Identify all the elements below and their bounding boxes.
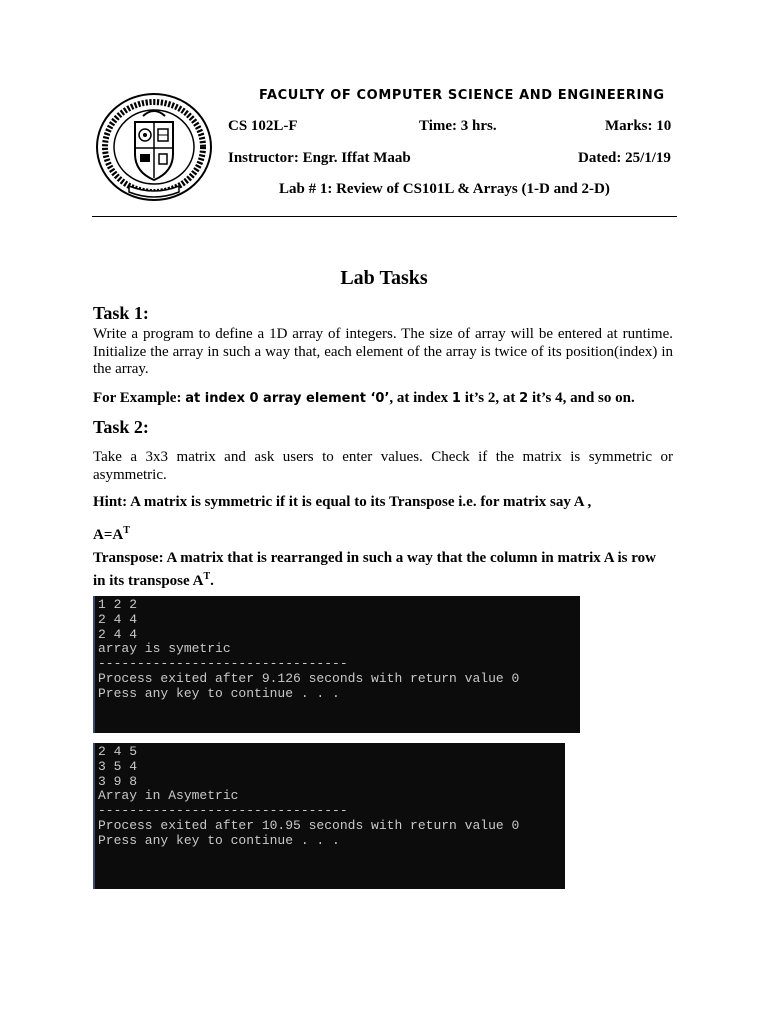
example-part: it’s 2, at bbox=[460, 390, 520, 406]
transpose-definition bbox=[93, 550, 683, 590]
console-line: array is symetric bbox=[98, 641, 231, 657]
task2-heading: Task 2: bbox=[93, 417, 149, 437]
console-line: 3 9 8 bbox=[98, 773, 138, 789]
task2-description: Take a 3x3 matrix and ask users to enter values. Check if the matrix is symmetric or asymmetric. bbox=[93, 449, 673, 483]
console-output-asymmetric bbox=[93, 743, 565, 889]
transpose-line-2 bbox=[93, 568, 683, 591]
transpose-text: in its transpose A bbox=[93, 572, 204, 589]
lab-date: Dated: 25/1/19 bbox=[578, 150, 671, 166]
example-part: at index 0 array element ‘0’ bbox=[185, 391, 390, 406]
console-line: -------------------------------- bbox=[98, 803, 348, 819]
total-marks: Marks: 10 bbox=[605, 118, 672, 134]
example-part: 1 bbox=[451, 391, 461, 406]
formula-base: A=A bbox=[93, 527, 124, 543]
task2-hint: Hint: A matrix is symmetric if it is equal to its Transpose i.e. for matrix say A , bbox=[93, 494, 592, 510]
console-line: 2 4 4 bbox=[98, 611, 138, 627]
console-line: Press any key to continue . . . bbox=[98, 685, 340, 701]
console-line: 3 5 4 bbox=[98, 758, 138, 774]
console-line: Process exited after 9.126 seconds with return value 0 bbox=[98, 670, 520, 686]
instructor-name: Instructor: Engr. Iffat Maab bbox=[228, 150, 411, 166]
transpose-superscript: T bbox=[203, 570, 211, 582]
lab-title: Lab # 1: Review of CS101L & Arrays (1-D and 2-D) bbox=[279, 181, 610, 197]
course-code: CS 102L-F bbox=[228, 118, 298, 134]
example-part: it’s 4, and so on. bbox=[528, 390, 635, 406]
console-line: -------------------------------- bbox=[98, 656, 348, 672]
page-title: Lab Tasks bbox=[340, 267, 428, 289]
console-line: Process exited after 10.95 seconds with return value 0 bbox=[98, 817, 520, 833]
transpose-line: Transpose: A matrix that is rearranged in such a way that the column in matrix A is row bbox=[93, 550, 656, 566]
task1-heading: Task 1: bbox=[93, 303, 149, 323]
faculty-title: FACULTY OF COMPUTER SCIENCE AND ENGINEERING bbox=[259, 88, 665, 103]
console-line: Array in Asymetric bbox=[98, 788, 239, 804]
formula-superscript: T bbox=[123, 525, 130, 536]
console-line: 1 2 2 bbox=[98, 597, 138, 612]
symmetric-formula bbox=[93, 522, 673, 545]
console-line: 2 4 4 bbox=[98, 626, 138, 642]
task1-description: Write a program to define a 1D array of integers. The size of array will be entered at runtime. Initialize the array in such a way that, each element of the array is twice of its position(index) in the array. bbox=[93, 326, 673, 377]
example-label: For Example: bbox=[93, 390, 186, 406]
console-output-symmetric bbox=[93, 596, 580, 733]
university-seal-icon bbox=[95, 92, 213, 202]
console-line: Press any key to continue . . . bbox=[98, 832, 340, 848]
task1-example bbox=[93, 390, 693, 408]
example-part: 2 bbox=[519, 391, 529, 406]
example-part: , at index bbox=[389, 390, 452, 406]
transpose-end: . bbox=[210, 572, 214, 589]
console-line: 2 4 5 bbox=[98, 744, 138, 759]
header-divider bbox=[92, 216, 677, 217]
exam-time: Time: 3 hrs. bbox=[419, 118, 497, 134]
